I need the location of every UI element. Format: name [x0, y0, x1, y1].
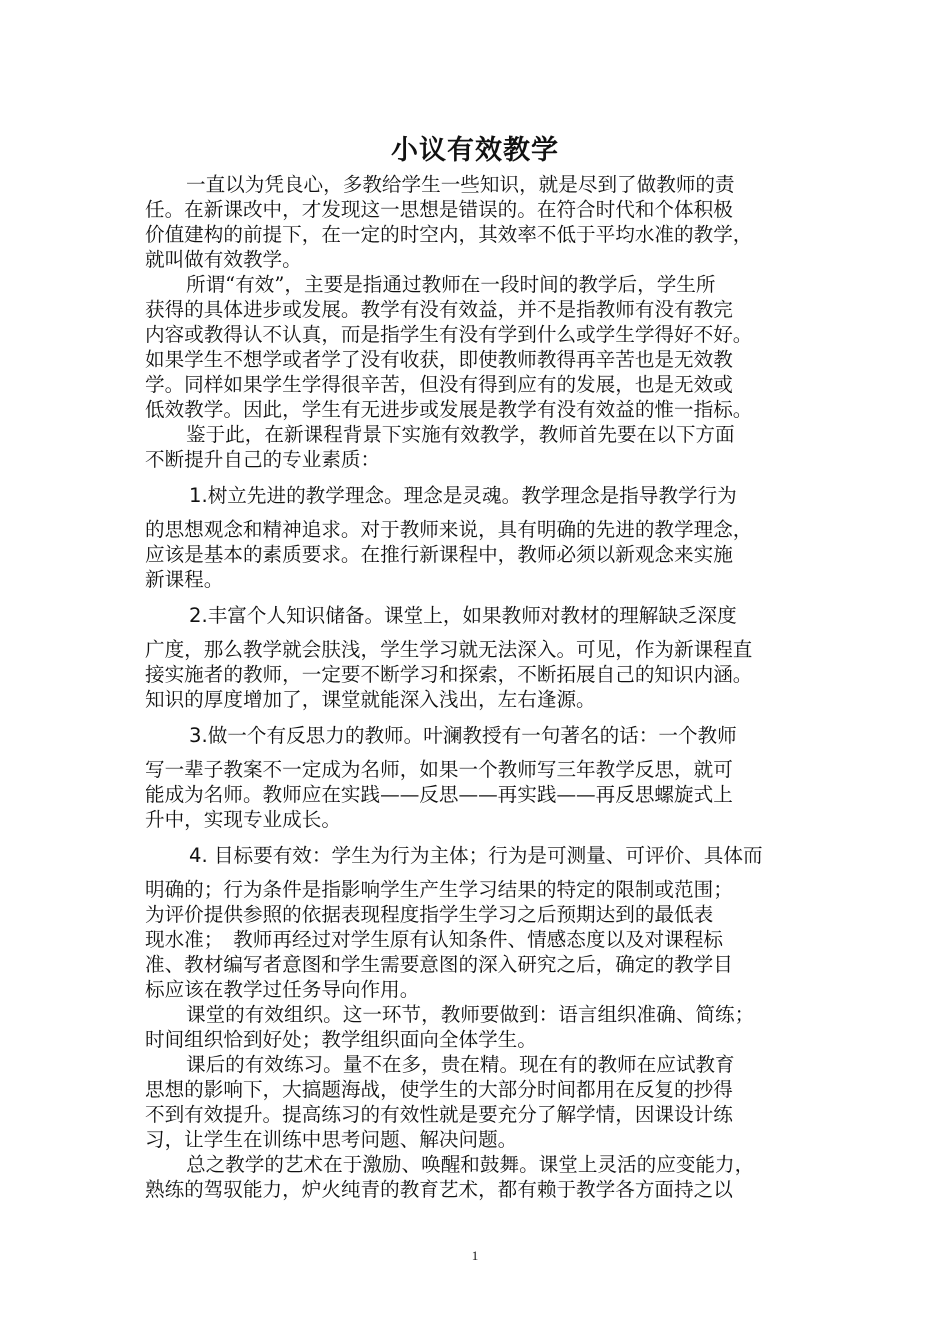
item-number: 4.: [189, 844, 214, 867]
item-number: 1.: [189, 484, 208, 507]
paragraph-intro: [145, 172, 825, 272]
text-line: 一直以为凭良心，多教给学生一些知识，就是尽到了做教师的责: [186, 173, 735, 196]
text-line: 鉴于此，在新课程背景下实施有效教学，教师首先要在以下方面: [186, 423, 735, 446]
text-line: 知识的厚度增加了，课堂就能深入浅出，左右逢源。: [145, 688, 596, 711]
text-line: 思想的影响下，大搞题海战，使学生的大部分时间都用在反复的抄得: [145, 1078, 733, 1101]
text-line: 所谓“有效”，主要是指通过教师在一段时间的教学后，学生所: [186, 273, 716, 296]
text-line: 任。在新课改中，才发现这一思想是错误的。在符合时代和个体积极: [145, 198, 733, 221]
text-line: 课堂的有效组织。这一环节，教师要做到：语言组织准确、简练；: [186, 1003, 755, 1026]
text-line: 标应该在教学过任务导向作用。: [145, 978, 420, 1001]
text-line: 准、教材编写者意图和学生需要意图的深入研究之后，确定的教学目: [145, 953, 733, 976]
text-line: 习，让学生在训练中思考问题、解决问题。: [145, 1128, 518, 1151]
text-line: [145, 843, 825, 868]
text-line: 接实施者的教师，一定要不断学习和探索，不断拓展自己的知识内涵。: [145, 663, 753, 686]
list-item-1: [145, 483, 825, 592]
text-line: 不断提升自己的专业素质：: [145, 448, 381, 471]
text-line: [145, 723, 825, 748]
text-line: 应该是基本的素质要求。在推行新课程中，教师必须以新观念来实施: [145, 543, 733, 566]
text-line: 为评价提供参照的依据表现程度指学生学习之后预期达到的最低表: [145, 903, 714, 926]
item-number: 2.: [189, 604, 208, 627]
text-line: 明确的；行为条件是指影响学生产生学习结果的特定的限制或范围；: [145, 878, 733, 901]
text-line: 的思想观念和精神追求。对于教师来说，具有明确的先进的教学理念，: [145, 518, 753, 541]
text-line: 如果学生不想学或者学了没有收获，即使教师教得再辛苦也是无效教: [145, 348, 733, 371]
text-line: [145, 483, 825, 508]
text-line: 熟练的驾驭能力，炉火纯青的教育艺术，都有赖于教学各方面持之以: [145, 1178, 733, 1201]
text-line: 价值建构的前提下，在一定的时空内，其效率不低于平均水准的教学，: [145, 223, 753, 246]
text-line: 写一辈子教案不一定成为名师，如果一个教师写三年教学反思，就可: [145, 758, 733, 781]
text-line: 内容或教得认不认真，而是指学生有没有学到什么或学生学得好不好。: [145, 323, 753, 346]
list-item-2: [145, 603, 825, 712]
text-line: 新课程。: [145, 568, 224, 591]
text-line: 广度，那么教学就会肤浅，学生学习就无法深入。可见，作为新课程直: [145, 638, 753, 661]
document-title: 小议有效教学: [391, 135, 559, 166]
item-text: 目标要有效：学生为行为主体；行为是可测量、可评价、具体而: [213, 844, 763, 867]
item-number: 3.: [189, 724, 208, 747]
text-line: 总之教学的艺术在于激励、唤醒和鼓舞。课堂上灵活的应变能力，: [186, 1153, 755, 1176]
page-number: 1: [471, 1248, 479, 1263]
text-line: 获得的具体进步或发展。教学有没有效益，并不是指教师有没有教完: [145, 298, 733, 321]
text-line: 现水准； 教师再经过对学生原有认知条件、情感态度以及对课程标: [145, 928, 724, 951]
document-body: [145, 172, 825, 1202]
paragraph-lead-in: [145, 422, 825, 472]
paragraph-conclusion: [145, 1152, 825, 1202]
text-line: [145, 603, 825, 628]
text-line: 不到有效提升。提高练习的有效性就是要充分了解学情，因课设计练: [145, 1103, 733, 1126]
paragraph-practice: [145, 1052, 825, 1152]
text-line: 学。同样如果学生学得很辛苦，但没有得到应有的发展，也是无效或: [145, 373, 733, 396]
text-line: 时间组织恰到好处；教学组织面向全体学生。: [145, 1028, 537, 1051]
text-line: 升中，实现专业成长。: [145, 808, 341, 831]
item-text: 丰富个人知识储备。课堂上，如果教师对教材的理解缺乏深度: [207, 604, 737, 627]
paragraph-organization: [145, 1002, 825, 1052]
list-item-3: [145, 723, 825, 832]
text-line: 低效教学。因此，学生有无进步或发展是教学有没有效益的惟一指标。: [145, 398, 753, 421]
list-item-4: [145, 843, 825, 1002]
text-line: 课后的有效练习。量不在多，贵在精。现在有的教师在应试教育: [186, 1053, 735, 1076]
item-text: 做一个有反思力的教师。叶澜教授有一句著名的话：一个教师: [207, 724, 737, 747]
item-text: 树立先进的教学理念。理念是灵魂。教学理念是指导教学行为: [207, 484, 737, 507]
text-line: 就叫做有效教学。: [145, 248, 302, 271]
paragraph-definition: [145, 272, 825, 422]
text-line: 能成为名师。教师应在实践——反思——再实践——再反思螺旋式上: [145, 783, 733, 806]
